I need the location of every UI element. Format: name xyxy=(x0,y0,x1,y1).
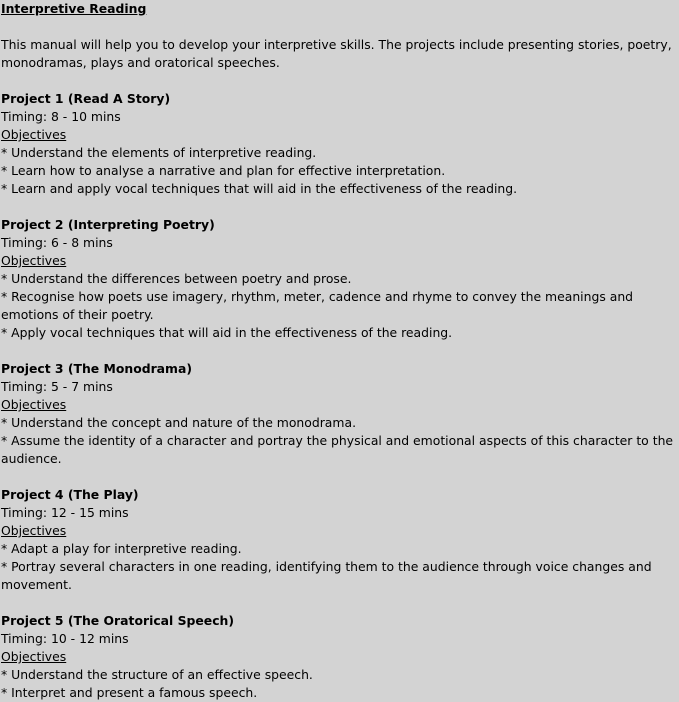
objectives-list xyxy=(1,414,678,468)
objectives-heading: Objectives xyxy=(1,253,67,268)
project-title: Project 4 (The Play) xyxy=(1,487,139,502)
spacer xyxy=(1,18,678,36)
project-4 xyxy=(1,486,678,594)
objectives-heading: Objectives xyxy=(1,649,67,664)
project-timing: Timing: 5 - 7 mins xyxy=(1,379,113,394)
project-timing: Timing: 8 - 10 mins xyxy=(1,109,121,124)
objective-item: * Interpret and present a famous speech. xyxy=(1,685,258,700)
spacer xyxy=(1,72,678,90)
objective-item: * Portray several characters in one reading, identifying them to the audience through voice changes and movement. xyxy=(1,559,652,592)
project-1 xyxy=(1,90,678,198)
spacer xyxy=(1,468,678,486)
project-2 xyxy=(1,216,678,342)
objective-item: * Assume the identity of a character and portray the physical and emotional aspects of this character to the audience. xyxy=(1,433,674,466)
project-title: Project 3 (The Monodrama) xyxy=(1,361,192,376)
objectives-list xyxy=(1,540,678,594)
objective-item: * Apply vocal techniques that will aid in the effectiveness of the reading. xyxy=(1,325,453,340)
project-5 xyxy=(1,612,678,702)
spacer xyxy=(1,198,678,216)
project-timing: Timing: 10 - 12 mins xyxy=(1,631,129,646)
objectives-heading: Objectives xyxy=(1,397,67,412)
page-title: Interpretive Reading xyxy=(1,1,147,16)
intro-paragraph: This manual will help you to develop your interpretive skills. The projects include presenting stories, poetry, monodramas, plays and oratorical speeches. xyxy=(1,37,672,70)
objective-item: * Understand the concept and nature of the monodrama. xyxy=(1,415,357,430)
spacer xyxy=(1,594,678,612)
objective-item: * Learn how to analyse a narrative and plan for effective interpretation. xyxy=(1,163,446,178)
project-title: Project 1 (Read A Story) xyxy=(1,91,171,106)
project-timing: Timing: 12 - 15 mins xyxy=(1,505,129,520)
project-timing: Timing: 6 - 8 mins xyxy=(1,235,113,250)
objective-item: * Understand the elements of interpretive reading. xyxy=(1,145,317,160)
project-3 xyxy=(1,360,678,468)
objective-item: * Learn and apply vocal techniques that will aid in the effectiveness of the reading. xyxy=(1,181,518,196)
objectives-list xyxy=(1,144,678,198)
objective-item: * Understand the differences between poetry and prose. xyxy=(1,271,352,286)
objective-item: * Recognise how poets use imagery, rhythm, meter, cadence and rhyme to convey the meanings and emotions of their poetry. xyxy=(1,289,634,322)
objectives-list xyxy=(1,270,678,342)
objectives-list xyxy=(1,666,678,702)
spacer xyxy=(1,342,678,360)
project-title: Project 2 (Interpreting Poetry) xyxy=(1,217,215,232)
project-title: Project 5 (The Oratorical Speech) xyxy=(1,613,235,628)
objectives-heading: Objectives xyxy=(1,127,67,142)
objective-item: * Understand the structure of an effective speech. xyxy=(1,667,313,682)
objective-item: * Adapt a play for interpretive reading. xyxy=(1,541,242,556)
objectives-heading: Objectives xyxy=(1,523,67,538)
